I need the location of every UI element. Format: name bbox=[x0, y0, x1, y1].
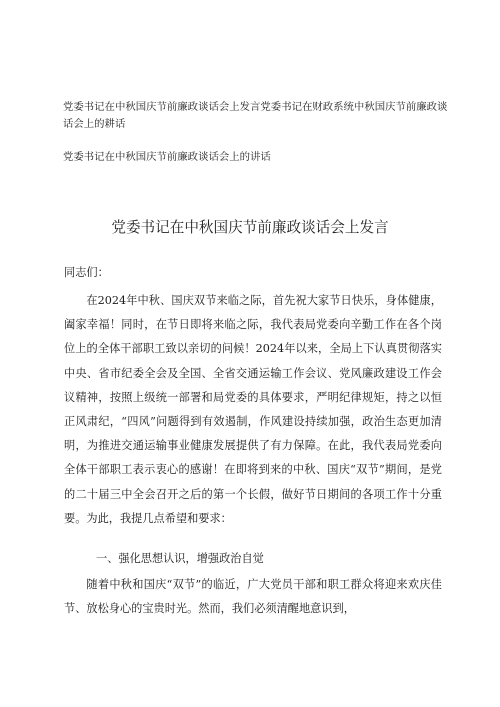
paragraph-2: 随着中秋和国庆“双节”的临近，广大党员干部和职工群众将迎来欢庆佳节、放松身心的宝贵时光。然而，我们必须清醒地意识到， bbox=[64, 578, 442, 616]
paragraph-1: 在2024年中秋、国庆双节来临之际，首先祝大家节日快乐，身体健康，阖家幸福！同时，在节日即将来临之际，我代表局党委向辛勤工作在各个岗位上的全体干部职工致以亲切的问候！2024年以来，全局上下认真贯彻落实中央、省市纪委全会及全国、全省交通运输工作会议、党风廉政建设工作会议精神，按照上级统一部署和局党委的具体要求，严明纪律规矩，持之以恒正风肃纪，“四风”问题得到有效遏制，作风建设持续加强，政治生态更加清明，为推进交通运输事业健康发展提供了有力保障。在此，我代表局党委向全体干部职工表示衷心的感谢！在即将到来的中秋、国庆“双节”期间，是党的二十届三中全会召开之后的第一个长假，做好节日期间的各项工作十分重要。为此，我提几点希望和要求： bbox=[64, 294, 442, 525]
greeting: 同志们： bbox=[64, 266, 109, 279]
toc-item-1: 党委书记在中秋国庆节前廉政谈话会上发言党委书记在财政系统中秋国庆节前廉政谈话会上的耕话 bbox=[63, 101, 448, 130]
section-heading-1: 一、强化思想认识，增强政治自觉 bbox=[96, 552, 264, 565]
paragraph-1-container bbox=[64, 289, 442, 531]
paragraph-2-container bbox=[64, 573, 442, 621]
toc-item-2: 党委书记在中秋国庆节前廉政谈话会上的讲话 bbox=[63, 151, 271, 163]
document-title: 党委书记在中秋国庆节前廉政谈话会上发言 bbox=[111, 219, 389, 236]
